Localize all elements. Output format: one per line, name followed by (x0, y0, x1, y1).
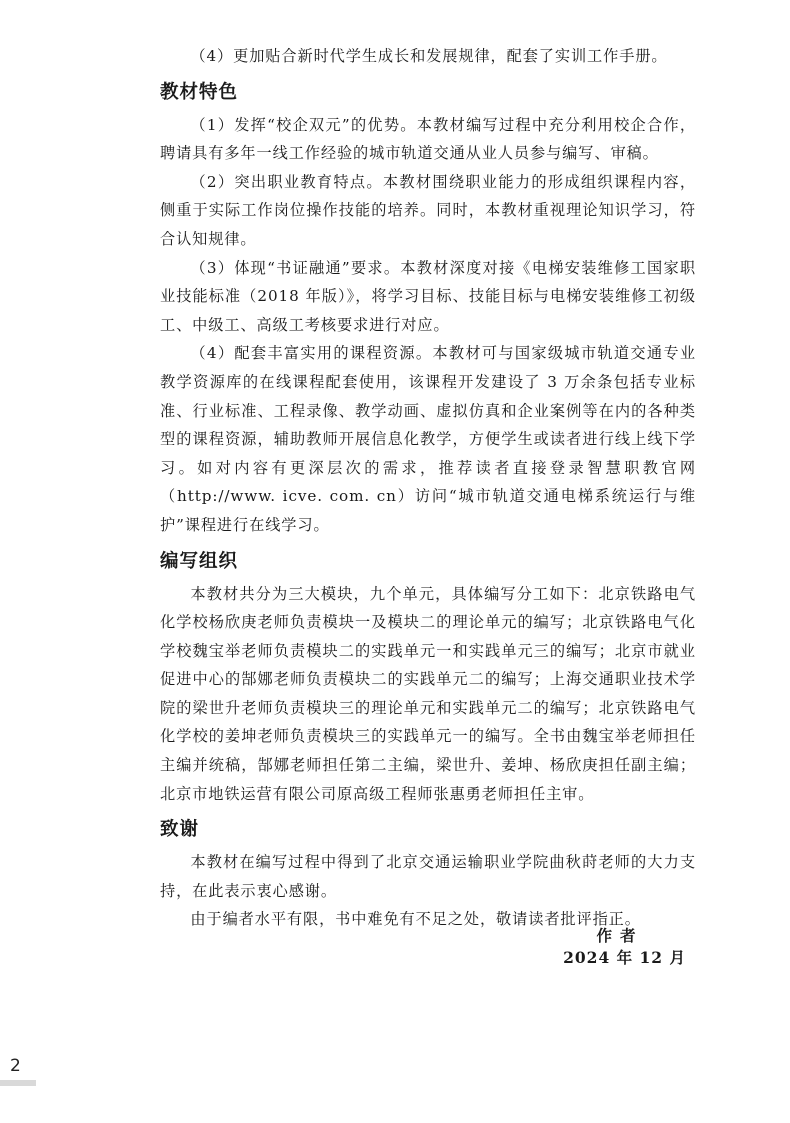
section-heading-thanks: 致谢 (160, 819, 200, 841)
closing-text: 由于编者水平有限，书中难免有不足之处，敬请读者批评指正。 (190, 910, 641, 929)
feature-item-1: （1）发挥“校企双元”的优势。本教材编写过程中充分利用校企合作，聘请具有多年一线工作经验的城市轨道交通从业人员参与编写、审稿。 (160, 115, 696, 163)
thanks-text: 本教材在编写过程中得到了北京交通运输职业学院曲秋莳老师的大力支持，在此表示衷心感谢。 (160, 853, 696, 900)
feature-item-3: （3）体现“书证融通”要求。本教材深度对接《电梯安装维修工国家职业技能标准（2018 年版）》，将学习目标、技能目标与电梯安装维修工初级工、中级工、高级工考核要求进行对应。 (160, 258, 696, 334)
organization-text: 本教材共分为三大模块，九个单元，具体编写分工如下：北京铁路电气化学校杨欣庚老师负责模块一及模块二的理论单元的编写；北京铁路电气化学校魏宝举老师负责模块二的实践单元一和实践单元三的编写；北京市就业促进中心的郜娜老师负责模块二的实践单元二的编写；上海交通职业技术学院的梁世升老师负责模块三的理论单元和实践单元二的编写；北京铁路电气化学校的姜坤老师负责模块三的实践单元一的编写。全书由魏宝举老师担任主编并统稿，郜娜老师担任第二主编，梁世升、姜坤、杨欣庚担任副主编；北京市地铁运营有限公司原高级工程师张惠勇老师担任主审。 (160, 584, 696, 803)
signature-author: 作者 (596, 926, 644, 945)
section-heading-organization: 编写组织 (160, 550, 239, 572)
feature-item-4: （4）配套丰富实用的课程资源。本教材可与国家级城市轨道交通专业教学资源库的在线课程配套使用，该课程开发建设了 3 万余条包括专业标准、行业标准、工程录像、教学动画、虚拟仿真和企业案例等在内的各种类型的课程资源，辅助教师开展信息化教学，方便学生或读者进行线上线下学习。如对内容有更深层次的需求，推荐读者直接登录智慧职教官网（http://www. icve. com. cn）访问“城市轨道交通电梯系统运行与维护”课程进行在线学习。 (160, 344, 696, 534)
page-number: 2 (10, 1056, 21, 1076)
signature-date: 2024 年 12 月 (563, 948, 686, 967)
page-body (160, 42, 696, 934)
intro-item-4: （4）更加贴合新时代学生成长和发展规律，配套了实训工作手册。 (190, 47, 668, 65)
page-number-bar (0, 1080, 36, 1086)
section-heading-features: 教材特色 (160, 81, 239, 103)
feature-item-2: （2）突出职业教育特点。本教材围绕职业能力的形成组织课程内容，侧重于实际工作岗位操作技能的培养。同时，本教材重视理论知识学习，符合认知规律。 (160, 172, 696, 248)
